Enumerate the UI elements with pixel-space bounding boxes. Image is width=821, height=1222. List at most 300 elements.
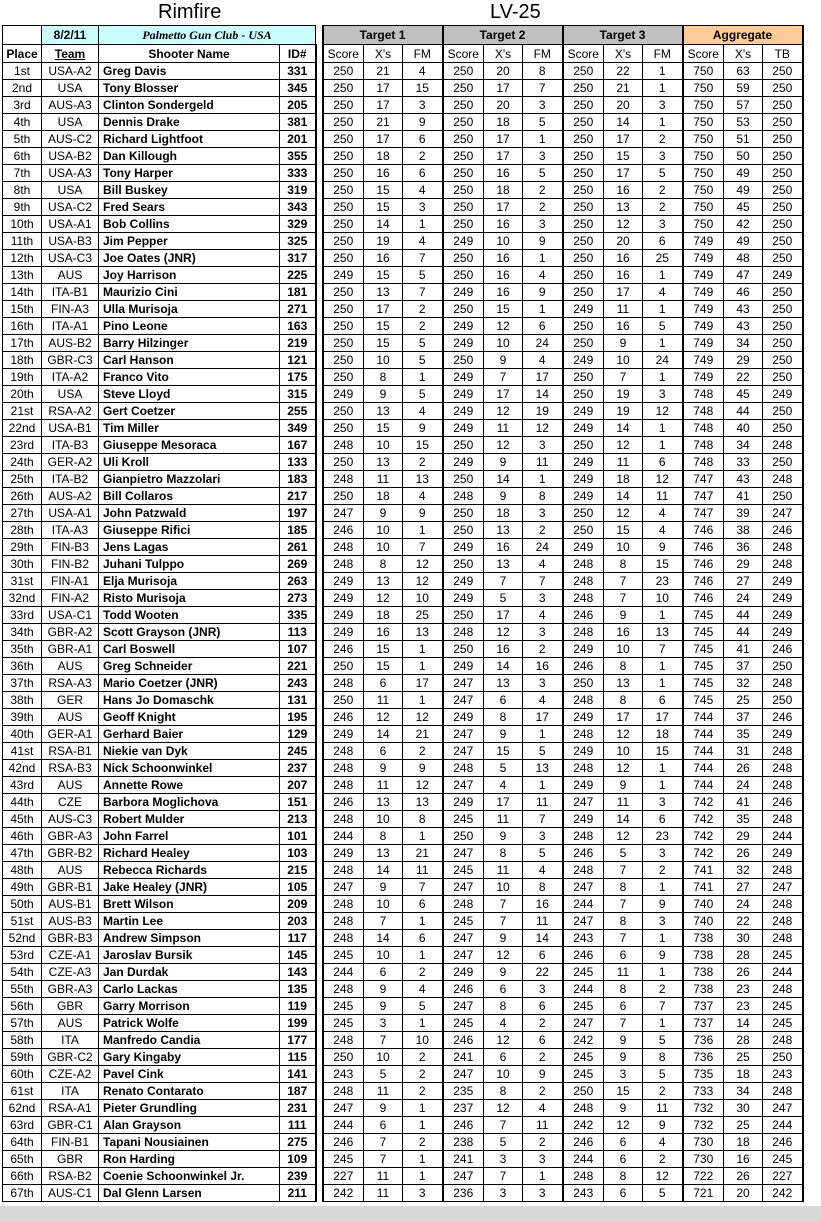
t3-score-cell: 248 [563,692,604,709]
agg-xs-cell: 28 [724,1032,763,1049]
agg-tb-cell: 250 [763,114,803,131]
agg-tb-cell: 250 [763,250,803,267]
t3-xs-cell: 17 [604,165,643,182]
t2-xs-cell: 16 [484,641,523,658]
agg-score-cell: 742 [683,794,724,811]
table-row [3,148,803,165]
t2-xs-cell: 20 [484,97,523,114]
spacer-cell [316,573,323,590]
agg-xs-cell: 44 [724,403,763,420]
t3-xs-cell: 6 [604,1185,643,1202]
table-row [3,573,803,590]
agg-score-cell: 749 [683,233,724,250]
t2-score-cell: 249 [443,284,484,301]
agg-xs-cell: 45 [724,199,763,216]
t2-xs-cell: 9 [484,454,523,471]
t2-fm-cell: 8 [523,879,563,896]
t3-fm-cell: 1 [643,369,683,386]
spacer-cell [316,1083,323,1100]
table-row [3,947,803,964]
team-cell: USA-C2 [42,199,99,216]
agg-xs-cell: 22 [724,369,763,386]
id-cell: 333 [280,165,316,182]
agg-score-cell: 750 [683,148,724,165]
t1-xs-cell: 13 [364,284,403,301]
t3-score-cell: 250 [563,437,604,454]
t1-xs-cell: 7 [364,1151,403,1168]
t3-xs-cell: 12 [604,505,643,522]
t2-fm-cell: 9 [523,1066,563,1083]
t1-fm-cell: 2 [403,964,443,981]
t2-score-cell: 250 [443,148,484,165]
agg-score-cell: 744 [683,760,724,777]
t1-fm-cell: 11 [403,862,443,879]
t1-xs-cell: 14 [364,726,403,743]
t3-fm-cell: 1 [643,777,683,794]
place-cell: 20th [3,386,42,403]
t2-xs-cell: 12 [484,1032,523,1049]
agg-score-cell: 748 [683,403,724,420]
t1-fm-cell: 13 [403,624,443,641]
t3-fm-cell: 3 [643,148,683,165]
t1-xs-cell: 16 [364,250,403,267]
spacer-cell [316,879,323,896]
spacer-cell [316,352,323,369]
id-cell: 211 [280,1185,316,1202]
t1-xs-cell: 18 [364,607,403,624]
table-row [3,182,803,199]
t3-xs-cell: 17 [604,131,643,148]
place-cell: 49th [3,879,42,896]
t3-xs-cell: 11 [604,454,643,471]
table-row [3,1134,803,1151]
t2-xs-cell: 17 [484,794,523,811]
t2-score-cell: 249 [443,318,484,335]
t1-fm-cell: 12 [403,556,443,573]
t2-xs-cell: 7 [484,913,523,930]
agg-tb-cell: 250 [763,199,803,216]
date-cell: 8/2/11 [42,26,99,45]
t2-fm-cell: 11 [523,913,563,930]
table-row [3,386,803,403]
t2-xs-cell: 5 [484,760,523,777]
t2-fm-cell: 2 [523,1049,563,1066]
t3-score-cell: 250 [563,165,604,182]
id-cell: 329 [280,216,316,233]
t3-xs-cell: 9 [604,1100,643,1117]
shooter-name-cell: Annette Rowe [99,777,280,794]
t1-score-cell: 242 [323,1185,364,1202]
table-row [3,437,803,454]
t2-fm-cell: 12 [523,420,563,437]
table-row [3,1185,803,1202]
agg-score-cell: 746 [683,556,724,573]
t1-xs-cell: 10 [364,947,403,964]
agg-tb-cell: 244 [763,828,803,845]
shooter-name-cell: Hans Jo Domaschk [99,692,280,709]
t3-xs-cell: 9 [604,1032,643,1049]
agg-score-cell: 745 [683,641,724,658]
t3-fm-cell: 1 [643,879,683,896]
t1-xs-cell: 21 [364,114,403,131]
t1-fm-cell: 2 [403,454,443,471]
table-row [3,369,803,386]
t1-xs-cell: 11 [364,1083,403,1100]
t3-fm-cell: 1 [643,675,683,692]
t2-fm-cell: 19 [523,403,563,420]
place-cell: 18th [3,352,42,369]
t3-fm-cell: 1 [643,420,683,437]
spacer-cell [316,590,323,607]
agg-tb-cell: 250 [763,1049,803,1066]
agg-score-cell: 746 [683,522,724,539]
t3-fm-cell: 8 [643,1049,683,1066]
place-cell: 27th [3,505,42,522]
id-cell: 187 [280,1083,316,1100]
agg-tb-cell: 246 [763,794,803,811]
t2-xs-cell: 12 [484,947,523,964]
agg-score-cell: 738 [683,947,724,964]
t1-fm-cell: 1 [403,828,443,845]
agg-score-cell: 750 [683,63,724,80]
t2-fm-cell: 6 [523,947,563,964]
t2-fm-cell: 24 [523,335,563,352]
t1-score-cell: 250 [323,148,364,165]
agg-xs-cell: 44 [724,624,763,641]
t1-xs-cell: 14 [364,216,403,233]
agg-xs-cell: 37 [724,709,763,726]
t1-score-cell: 249 [323,573,364,590]
place-cell: 39th [3,709,42,726]
team-cell: AUS-C1 [42,1185,99,1202]
t3-score-cell: 249 [563,471,604,488]
t3-fm-cell: 23 [643,573,683,590]
t3-score-cell: 248 [563,828,604,845]
t3-fm-cell: 6 [643,692,683,709]
table-row [3,420,803,437]
agg-xs-cell: 20 [724,1185,763,1202]
t1-xs-cell: 15 [364,641,403,658]
shooter-name-cell: Greg Schneider [99,658,280,675]
agg-xs-cell: 33 [724,454,763,471]
agg-score-cell: 744 [683,709,724,726]
table-row [3,199,803,216]
id-cell: 163 [280,318,316,335]
t2-score-cell: 248 [443,488,484,505]
shooter-name-cell: Juhani Tulppo [99,556,280,573]
agg-score-cell: 738 [683,964,724,981]
t1-fm-cell: 1 [403,641,443,658]
agg-xs-cell: 23 [724,998,763,1015]
agg-tb-cell: 246 [763,709,803,726]
agg-score-cell: 722 [683,1168,724,1185]
table-row [3,165,803,182]
t3-fm-cell: 17 [643,709,683,726]
place-cell: 62nd [3,1100,42,1117]
team-cell: AUS-C3 [42,811,99,828]
t2-xs-cell: 15 [484,743,523,760]
agg-tb-cell: 248 [763,896,803,913]
id-cell: 115 [280,1049,316,1066]
t2-fm-cell: 14 [523,930,563,947]
t1-fm-cell: 6 [403,930,443,947]
team-cell: RSA-A2 [42,403,99,420]
agg-xs-cell: 24 [724,777,763,794]
shooter-name-cell: Manfredo Candia [99,1032,280,1049]
spacer-cell [316,165,323,182]
t3-score-cell: 245 [563,1066,604,1083]
t3-xs-cell: 7 [604,930,643,947]
t2-score-cell: 245 [443,1015,484,1032]
t2-score-cell: 235 [443,1083,484,1100]
place-cell: 52nd [3,930,42,947]
t1-xs-cell: 11 [364,1185,403,1202]
shooter-name-cell: Geoff Knight [99,709,280,726]
agg-score-cell: 749 [683,335,724,352]
t1-score-cell: 250 [323,658,364,675]
spacer-cell [316,284,323,301]
t2-score-cell: 245 [443,862,484,879]
table-row [3,488,803,505]
t3-xs-cell: 8 [604,981,643,998]
spacer-cell [316,607,323,624]
agg-tb-cell: 250 [763,97,803,114]
t3-score-cell: 246 [563,1134,604,1151]
table-row [3,607,803,624]
table-row [3,1151,803,1168]
agg-score-header: Score [683,45,724,63]
team-cell: RSA-B3 [42,760,99,777]
t1-xs-cell: 10 [364,522,403,539]
agg-score-cell: 750 [683,165,724,182]
t2-score-cell: 248 [443,760,484,777]
t2-xs-cell: 9 [484,352,523,369]
t3-xs-cell: 9 [604,335,643,352]
shooter-name-cell: Jim Pepper [99,233,280,250]
team-cell: AUS [42,862,99,879]
t3-xs-cell: 9 [604,777,643,794]
spacer-cell [316,862,323,879]
team-cell: USA-B2 [42,148,99,165]
place-cell: 1st [3,63,42,80]
shooter-name-cell: Carlo Lackas [99,981,280,998]
table-row [3,97,803,114]
t1-fm-cell: 12 [403,573,443,590]
agg-score-cell: 721 [683,1185,724,1202]
t2-xs-cell: 18 [484,182,523,199]
t1-fm-header: FM [403,45,443,63]
t3-fm-cell: 2 [643,1151,683,1168]
place-cell: 13th [3,267,42,284]
t2-xs-cell: 3 [484,1185,523,1202]
agg-xs-cell: 26 [724,1168,763,1185]
spacer-cell [316,692,323,709]
t3-score-cell: 250 [563,131,604,148]
t3-score-cell: 246 [563,658,604,675]
table-row [3,845,803,862]
t1-score-cell: 249 [323,845,364,862]
t3-xs-cell: 15 [604,148,643,165]
t2-fm-cell: 5 [523,845,563,862]
id-cell: 319 [280,182,316,199]
t3-fm-cell: 4 [643,522,683,539]
t3-xs-cell: 12 [604,437,643,454]
t1-fm-cell: 2 [403,148,443,165]
spacer-cell [316,471,323,488]
place-cell: 21st [3,403,42,420]
t2-xs-cell: 7 [484,1117,523,1134]
shooter-name-cell: Risto Murisoja [99,590,280,607]
agg-score-cell: 749 [683,250,724,267]
t2-score-cell: 250 [443,267,484,284]
agg-xs-cell: 49 [724,182,763,199]
t1-score-cell: 250 [323,335,364,352]
spacer-cell [316,1100,323,1117]
t3-score-cell: 250 [563,386,604,403]
t3-fm-cell: 6 [643,454,683,471]
t3-score-cell: 246 [563,845,604,862]
id-cell: 221 [280,658,316,675]
t1-score-cell: 250 [323,369,364,386]
agg-xs-cell: 41 [724,641,763,658]
shooter-name-cell: Bob Collins [99,216,280,233]
spacer-cell [316,658,323,675]
team-cell: ITA-A2 [42,369,99,386]
agg-tb-cell: 248 [763,556,803,573]
place-cell: 54th [3,964,42,981]
t2-fm-cell: 24 [523,539,563,556]
t1-score-cell: 250 [323,233,364,250]
spacer-cell [316,675,323,692]
t3-fm-cell: 1 [643,335,683,352]
shooter-header: Shooter Name [99,45,280,63]
spacer-cell [316,641,323,658]
agg-xs-cell: 24 [724,590,763,607]
t1-score-cell: 245 [323,1015,364,1032]
t2-xs-cell: 5 [484,1134,523,1151]
spacer-cell [316,318,323,335]
id-cell: 237 [280,760,316,777]
spacer-cell [316,114,323,131]
id-cell: 117 [280,930,316,947]
shooter-name-cell: Elja Murisoja [99,573,280,590]
agg-xs-header: X's [724,45,763,63]
table-row [3,590,803,607]
t3-score-cell: 246 [563,947,604,964]
t2-fm-cell: 13 [523,760,563,777]
place-cell: 7th [3,165,42,182]
agg-score-cell: 736 [683,1032,724,1049]
t3-fm-cell: 1 [643,1015,683,1032]
t3-score-cell: 248 [563,556,604,573]
t3-score-cell: 250 [563,505,604,522]
team-cell: ITA-B2 [42,471,99,488]
team-cell: GER-A2 [42,454,99,471]
t3-fm-cell: 11 [643,488,683,505]
agg-tb-cell: 227 [763,1168,803,1185]
t2-score-cell: 248 [443,624,484,641]
shooter-name-cell: Greg Davis [99,63,280,80]
id-cell: 185 [280,522,316,539]
t1-xs-cell: 6 [364,1117,403,1134]
spacer-cell [316,386,323,403]
spacer-cell [316,454,323,471]
t1-score-cell: 248 [323,471,364,488]
t2-fm-cell: 4 [523,556,563,573]
shooter-name-cell: Steve Lloyd [99,386,280,403]
agg-tb-cell: 248 [763,862,803,879]
t2-fm-cell: 2 [523,199,563,216]
shooter-name-cell: Tony Blosser [99,80,280,97]
t2-score-cell: 247 [443,930,484,947]
team-cell: GBR-A3 [42,981,99,998]
id-cell: 201 [280,131,316,148]
agg-tb-cell: 248 [763,930,803,947]
t3-score-cell: 244 [563,896,604,913]
agg-tb-cell: 249 [763,386,803,403]
t1-xs-cell: 9 [364,386,403,403]
t2-score-cell: 249 [443,964,484,981]
spacer-cell [316,539,323,556]
table-row [3,675,803,692]
agg-tb-cell: 250 [763,658,803,675]
place-cell: 32nd [3,590,42,607]
t1-xs-cell: 7 [364,1032,403,1049]
t3-fm-cell: 1 [643,760,683,777]
id-cell: 195 [280,709,316,726]
t3-fm-cell: 6 [643,233,683,250]
place-cell: 17th [3,335,42,352]
t2-score-cell: 247 [443,777,484,794]
agg-xs-cell: 44 [724,607,763,624]
t2-fm-cell: 2 [523,1083,563,1100]
t1-xs-cell: 13 [364,794,403,811]
agg-tb-cell: 250 [763,318,803,335]
table-row [3,828,803,845]
target2-header: Target 2 [443,26,563,45]
t1-fm-cell: 7 [403,879,443,896]
t3-fm-cell: 1 [643,964,683,981]
t3-score-cell: 244 [563,981,604,998]
t3-xs-cell: 7 [604,573,643,590]
shooter-name-cell: Joy Harrison [99,267,280,284]
t3-fm-cell: 2 [643,1083,683,1100]
t3-score-cell: 248 [563,590,604,607]
table-row [3,556,803,573]
t2-xs-cell: 3 [484,1151,523,1168]
t3-xs-cell: 14 [604,114,643,131]
team-cell: USA [42,114,99,131]
table-row [3,964,803,981]
agg-score-cell: 733 [683,1083,724,1100]
table-row [3,539,803,556]
t2-score-cell: 247 [443,692,484,709]
t2-xs-cell: 7 [484,896,523,913]
shooter-name-cell: Tapani Nousiainen [99,1134,280,1151]
t2-fm-cell: 1 [523,471,563,488]
spacer-cell [316,913,323,930]
t2-xs-cell: 9 [484,488,523,505]
t2-score-cell: 246 [443,981,484,998]
id-cell: 143 [280,964,316,981]
t3-xs-cell: 5 [604,845,643,862]
table-row [3,879,803,896]
agg-score-cell: 744 [683,743,724,760]
t2-fm-cell: 4 [523,352,563,369]
t3-xs-cell: 6 [604,947,643,964]
t3-xs-cell: 22 [604,63,643,80]
t1-score-cell: 245 [323,1151,364,1168]
